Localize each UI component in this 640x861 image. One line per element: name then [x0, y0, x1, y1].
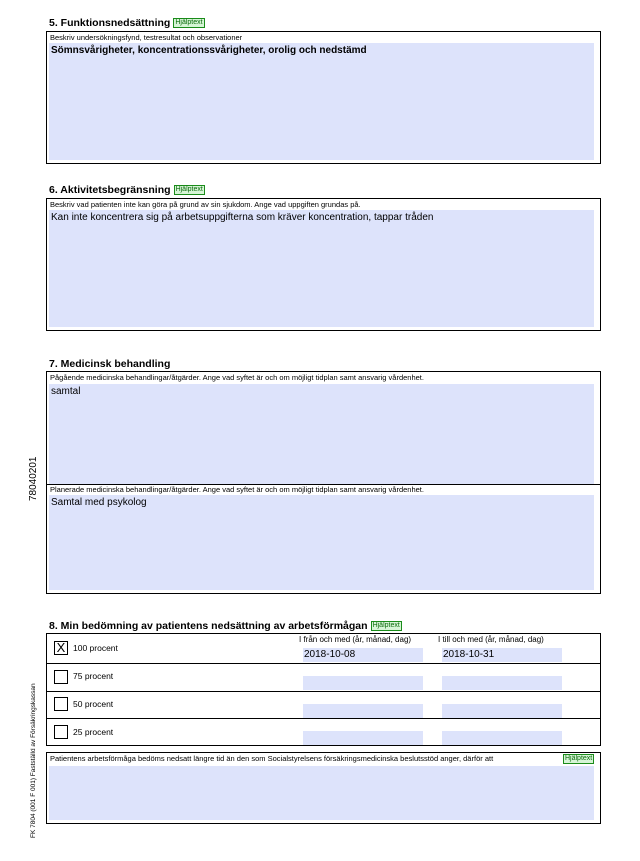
section-7-title: 7. Medicinsk behandling	[49, 358, 171, 370]
from-date-100-procent[interactable]: 2018-10-08	[303, 648, 423, 662]
section-6-field[interactable]: Kan inte koncentrera sig på arbetsuppgifterna som kräver koncentration, tappar tråden	[49, 210, 594, 327]
section-5-label: Beskriv undersökningsfynd, testresultat och observationer	[50, 33, 243, 42]
to-date-50-procent[interactable]	[442, 704, 562, 718]
to-date-100-procent[interactable]: 2018-10-31	[442, 648, 562, 662]
longer-reduction-box	[46, 752, 601, 824]
label-100-procent: 100 procent	[73, 643, 118, 653]
to-date-label: I till och med (år, månad, dag)	[438, 635, 544, 644]
section-8-help-button[interactable]: Hjälptext	[372, 622, 400, 629]
from-date-25-procent[interactable]	[303, 731, 423, 745]
section-5-box	[46, 31, 601, 164]
section-7-ongoing-field[interactable]: samtal	[49, 384, 594, 484]
longer-reduction-field[interactable]	[49, 766, 594, 820]
section-6-label: Beskriv vad patienten inte kan göra på grund av sin sjukdom. Ange vad uppgiften grundas på.	[50, 200, 361, 209]
checkbox-75-procent[interactable]	[54, 670, 68, 684]
section-7-box	[46, 371, 601, 594]
label-25-procent: 25 procent	[73, 727, 114, 737]
section-8-table	[46, 633, 601, 746]
section-5-help-button[interactable]: Hjälptext	[175, 19, 203, 26]
longer-reduction-label: Patientens arbetsförmåga bedöms nedsatt längre tid än den som Socialstyrelsens försäkringsmedicinska beslutsstöd anger, därför att	[50, 754, 494, 763]
section-6-title	[49, 184, 205, 196]
form-footer: FK 7804 (001 F 001) Fastställd av Försäkringskassan	[30, 683, 37, 838]
section-5-title-text: 5. Funktionsnedsättning	[49, 17, 171, 29]
section-7-planned-label: Planerade medicinska behandlingar/åtgärder. Ange vad syftet är och om möjligt tidplan samt ansvarig vårdenhet.	[50, 485, 424, 494]
to-date-75-procent[interactable]	[442, 676, 562, 690]
section-8-title	[49, 620, 402, 632]
form-number: 78040201	[28, 456, 39, 501]
row-divider-2	[47, 691, 600, 692]
label-75-procent: 75 procent	[73, 671, 114, 681]
checkbox-25-procent[interactable]	[54, 725, 68, 739]
section-5-field[interactable]: Sömnsvårigheter, koncentrationssvårigheter, orolig och nedstämd	[49, 43, 594, 160]
from-date-label: I från och med (år, månad, dag)	[299, 635, 412, 644]
to-date-25-procent[interactable]	[442, 731, 562, 745]
longer-reduction-help-button[interactable]: Hjälptext	[565, 755, 593, 762]
row-divider-3	[47, 718, 600, 719]
row-divider-1	[47, 663, 600, 664]
from-date-50-procent[interactable]	[303, 704, 423, 718]
section-6-title-text: 6. Aktivitetsbegränsning	[49, 184, 171, 196]
section-7-ongoing-label: Pågående medicinska behandlingar/åtgärder. Ange vad syftet är och om möjligt tidplan samt ansvarig vårdenhet.	[50, 373, 424, 382]
section-6-help-button[interactable]: Hjälptext	[175, 186, 203, 193]
checkbox-100-procent[interactable]: X	[54, 641, 68, 655]
label-50-procent: 50 procent	[73, 699, 114, 709]
checkbox-50-procent[interactable]	[54, 697, 68, 711]
from-date-75-procent[interactable]	[303, 676, 423, 690]
section-5-title	[49, 17, 205, 29]
section-7-planned-field[interactable]: Samtal med psykolog	[49, 495, 594, 590]
section-8-title-text: 8. Min bedömning av patientens nedsättning av arbetsförmågan	[49, 620, 368, 632]
section-6-box	[46, 198, 601, 331]
